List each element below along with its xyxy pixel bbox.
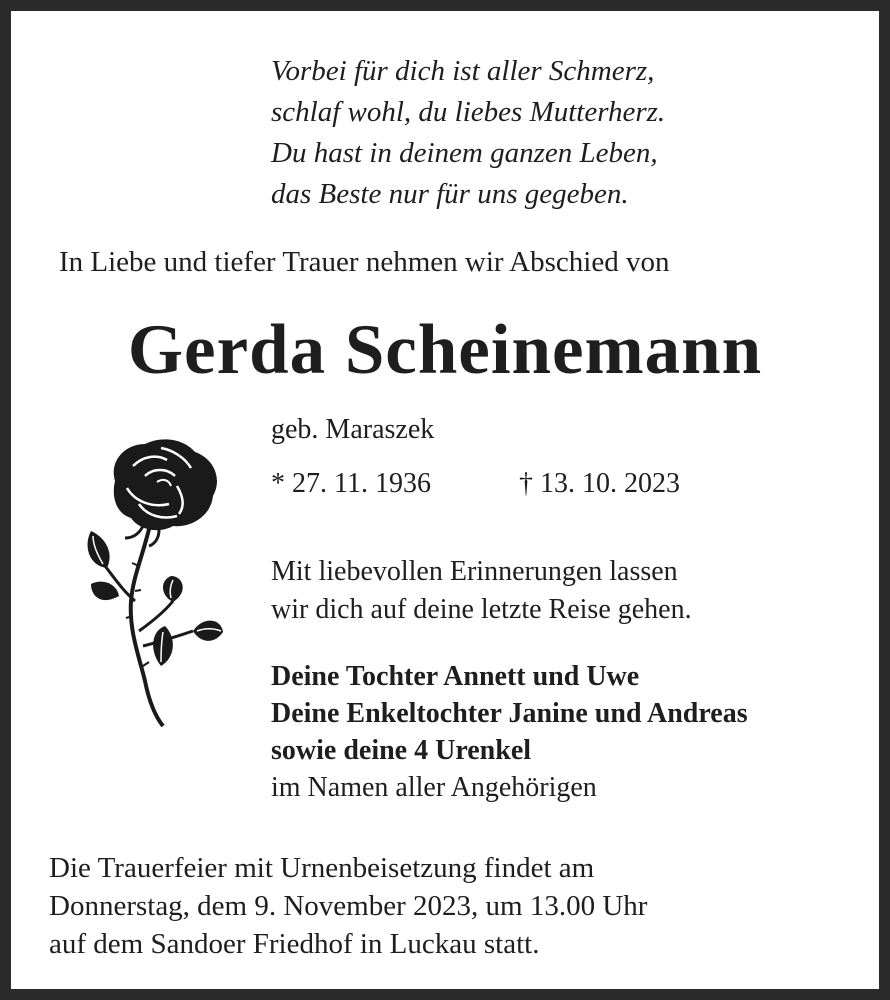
message-line: wir dich auf deine letzte Reise gehen. xyxy=(271,594,692,625)
poem-line: schlaf wohl, du liebes Mutterherz. xyxy=(271,96,666,128)
family-closing: im Namen aller Angehörigen xyxy=(271,772,597,803)
poem-line: das Beste nur für uns gegeben. xyxy=(271,178,629,210)
family-line: sowie deine 4 Urenkel xyxy=(271,735,532,766)
farewell-message xyxy=(271,553,692,629)
poem xyxy=(271,51,665,215)
deceased-name: Gerda Scheinemann xyxy=(127,311,763,389)
birth-name: geb. Maraszek xyxy=(271,414,435,445)
family-line: Deine Enkeltochter Janine und Andreas xyxy=(271,698,748,729)
family-signature xyxy=(271,658,748,806)
service-line: Donnerstag, dem 9. November 2023, um 13.00 Uhr xyxy=(49,890,648,922)
death-date: † 13. 10. 2023 xyxy=(519,468,680,499)
intro-text: In Liebe und tiefer Trauer nehmen wir Abschied von xyxy=(59,246,670,278)
funeral-service-info xyxy=(49,849,647,963)
message-line: Mit liebevollen Erinnerungen lassen xyxy=(271,556,678,587)
service-line: auf dem Sandoer Friedhof in Luckau statt. xyxy=(49,928,540,960)
poem-line: Vorbei für dich ist aller Schmerz, xyxy=(271,55,655,87)
service-line: Die Trauerfeier mit Urnenbeisetzung findet am xyxy=(49,852,595,884)
birth-date: * 27. 11. 1936 xyxy=(271,468,431,499)
poem-line: Du hast in deinem ganzen Leben, xyxy=(271,137,658,169)
rose-icon xyxy=(73,426,243,736)
family-line: Deine Tochter Annett und Uwe xyxy=(271,661,640,692)
